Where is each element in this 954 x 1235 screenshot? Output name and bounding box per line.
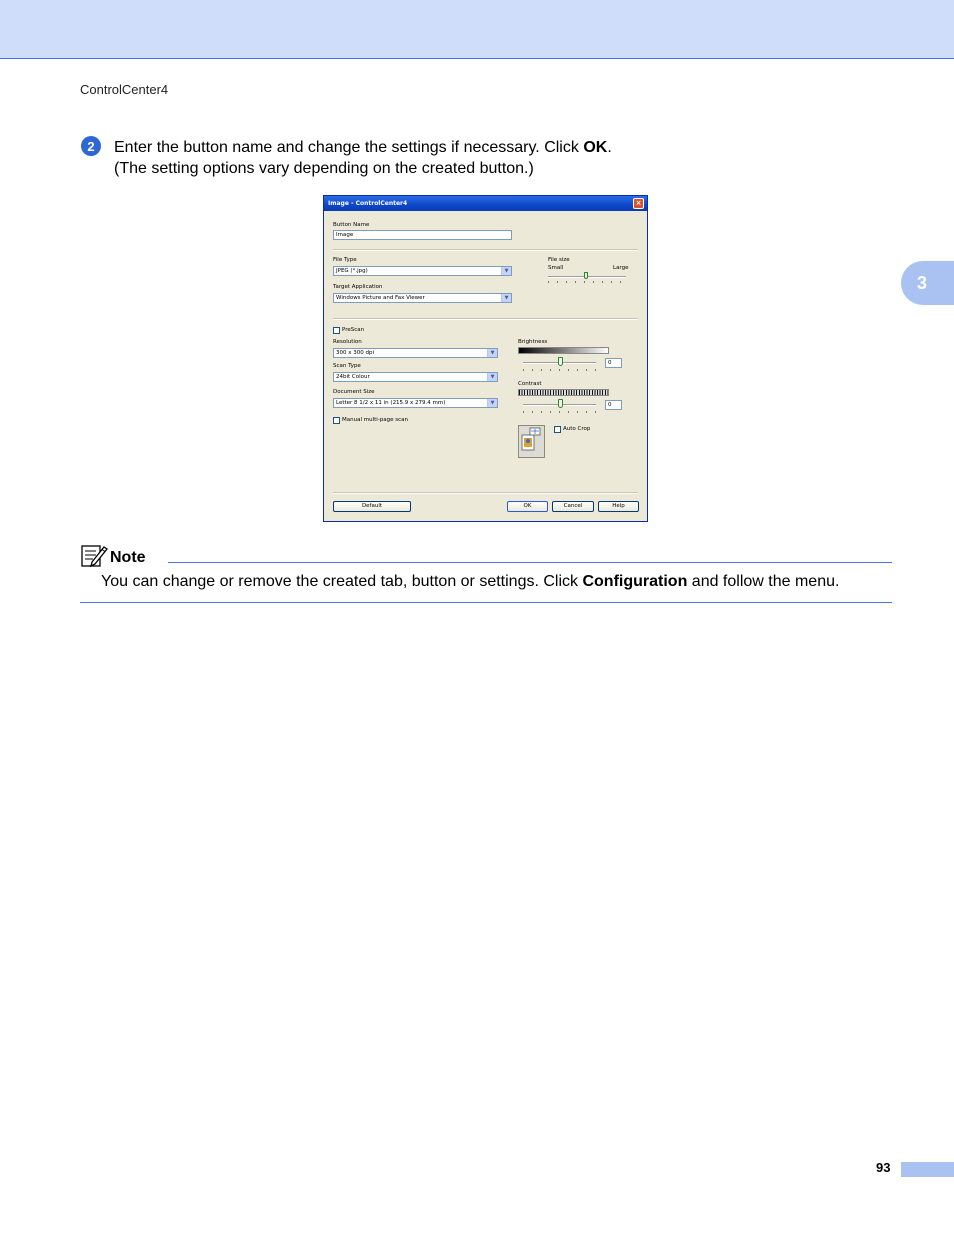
scan-type-label: Scan Type	[333, 363, 361, 369]
note-text-start: You can change or remove the created tab, button or settings. Click	[101, 573, 583, 590]
resolution-value: 300 x 300 dpi	[336, 350, 375, 356]
chevron-down-icon: ▼	[501, 267, 511, 275]
file-size-small-label: Small	[548, 265, 564, 271]
resolution-select[interactable]	[333, 348, 498, 358]
chapter-tab	[901, 261, 954, 305]
document-size-select[interactable]	[333, 398, 498, 408]
separator	[333, 249, 638, 251]
target-application-select[interactable]	[333, 293, 512, 303]
contrast-slider-thumb[interactable]	[558, 399, 563, 408]
brightness-slider-thumb[interactable]	[558, 357, 563, 366]
file-size-ticks	[548, 281, 626, 283]
chapter-number: 3	[917, 272, 928, 293]
document-size-value: Letter 8 1/2 x 11 in (215.9 x 279.4 mm)	[336, 400, 446, 406]
contrast-value-input[interactable]: 0	[605, 400, 622, 410]
note-divider-bottom	[80, 602, 892, 603]
scan-type-value: 24bit Colour	[336, 374, 370, 380]
cancel-button[interactable]: Cancel	[552, 501, 594, 512]
running-title: ControlCenter4	[80, 82, 169, 97]
auto-crop-preview-icon	[518, 425, 545, 458]
file-type-select[interactable]	[333, 266, 512, 276]
file-size-slider-thumb[interactable]	[584, 272, 588, 279]
default-button[interactable]: Default	[333, 501, 411, 512]
brightness-ticks	[523, 369, 596, 371]
step-line2-text: (The setting options vary depending on the created button.)	[114, 160, 534, 177]
header-band	[0, 0, 954, 59]
chevron-down-icon: ▼	[501, 294, 511, 302]
chevron-down-icon: ▼	[487, 373, 497, 381]
step-line1-end: .	[607, 139, 612, 156]
brightness-value-input[interactable]: 0	[605, 358, 622, 368]
manual-multipage-label: Manual multi-page scan	[342, 417, 409, 423]
brightness-label: Brightness	[518, 339, 548, 345]
help-button[interactable]: Help	[598, 501, 639, 512]
chevron-down-icon: ▼	[487, 349, 497, 357]
close-icon[interactable]: ×	[633, 198, 644, 209]
footer-band	[901, 1162, 954, 1177]
contrast-ticks	[523, 411, 596, 413]
step-marker: 2	[81, 136, 101, 156]
note-pencil-icon	[80, 543, 108, 574]
contrast-label: Contrast	[518, 381, 542, 387]
chevron-down-icon: ▼	[487, 399, 497, 407]
separator	[333, 492, 638, 494]
prescan-label: PreScan	[342, 327, 365, 333]
resolution-label: Resolution	[333, 339, 362, 345]
contrast-pattern	[518, 389, 609, 396]
scan-type-select[interactable]	[333, 372, 498, 382]
step-ok-bold: OK	[583, 139, 608, 156]
file-size-large-label: Large	[613, 265, 629, 271]
separator	[333, 318, 638, 320]
dialog-titlebar	[324, 196, 647, 211]
auto-crop-label: Auto Crop	[563, 426, 591, 432]
file-type-label: File Type	[333, 257, 357, 263]
target-application-value: Windows Picture and Fax Viewer	[336, 295, 425, 301]
note-title: Note	[110, 549, 146, 566]
file-size-label: File size	[548, 257, 570, 263]
button-name-input[interactable]: Image	[333, 230, 512, 240]
page-number: 93	[876, 1160, 891, 1175]
image-icon	[519, 426, 544, 457]
prescan-checkbox[interactable]	[333, 327, 340, 334]
auto-crop-checkbox[interactable]	[554, 426, 561, 433]
brightness-gradient	[518, 347, 609, 354]
target-application-label: Target Application	[333, 284, 383, 290]
note-text	[101, 571, 839, 592]
controlcenter-dialog	[323, 195, 648, 522]
dialog-title: Image - ControlCenter4	[328, 200, 408, 207]
note-configuration-bold: Configuration	[582, 573, 688, 590]
ok-button[interactable]: OK	[507, 501, 548, 512]
file-type-value: JPEG (*.jpg)	[336, 268, 368, 274]
note-divider-top	[168, 562, 892, 563]
button-name-label: Button Name	[333, 222, 370, 228]
step-line1-text: Enter the button name and change the settings if necessary. Click	[114, 139, 584, 156]
note-text-end: and follow the menu.	[687, 573, 840, 590]
manual-multipage-checkbox[interactable]	[333, 417, 340, 424]
document-size-label: Document Size	[333, 389, 375, 395]
step-instructions	[114, 137, 734, 179]
